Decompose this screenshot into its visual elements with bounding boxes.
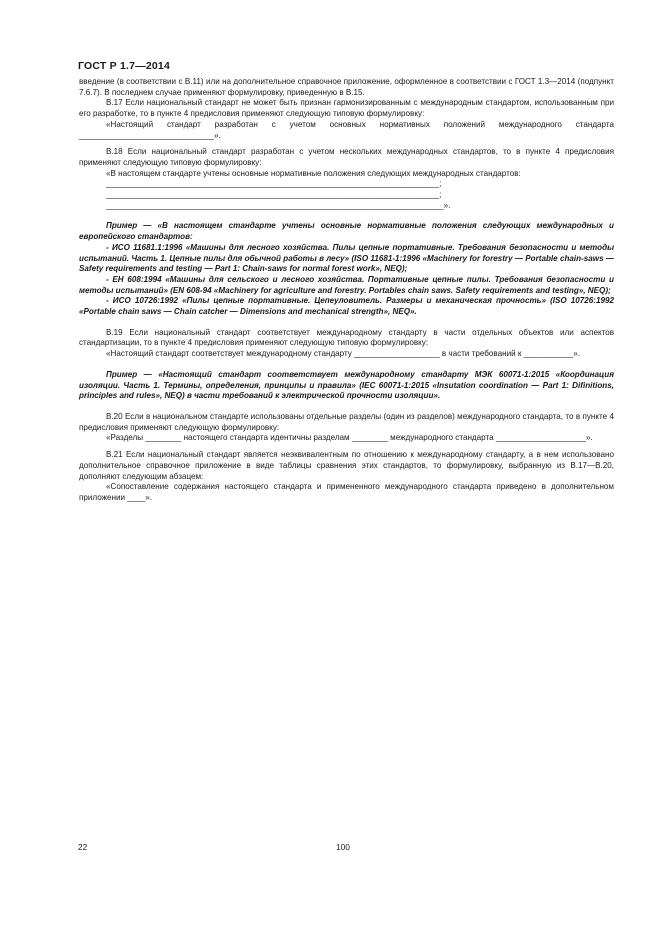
document-body bbox=[79, 77, 614, 504]
example-item: - ИСО 10726:1992 «Пилы цепные портативные. Цепеуловитель. Размеры и механическая прочность» (ISO 10726:1992 «Portable chain saws — Chain catcher — Dimensions and mechanical strength», NEQ». bbox=[79, 296, 614, 317]
example-b19: Пример — «Настоящий стандарт соответствует международному стандарту МЭК 60071-1:2015 «Координация изоляции. Часть 1. Термины, определения, принципы и правила» (IEC 60071-1:2015 «Insutation coordination — Part 1: Difinitions, principles and rules», NEQ) в части требований к электрической прочности изоляции». bbox=[79, 369, 614, 401]
page-number: 22 bbox=[78, 842, 88, 852]
example-item: - ИСО 11681.1:1996 «Машины для лесного хозяйства. Пилы цепные портативные. Требования безопасности и методы испытаний. Часть 1. Цепные пилы для обычной работы в лесу» (ISO 11681-1:1996 «Machinery for forestry — Portable chain-saws — Safety requirements and testing — Part 1: Chain-saws for normal forest work», NEQ); bbox=[79, 242, 614, 274]
template-b21: «Сопоставление содержания настоящего стандарта и примененного международного стандарта приведено в дополнительном приложении ____». bbox=[79, 482, 614, 502]
paragraph-b19: В.19 Если национальный стандарт соответствует международному стандарту в части отдельных объектов или аспектов стандартизации, то в пункте 4 предисловия применяют следующую типовую формулировку: bbox=[79, 327, 614, 348]
blank-line: __________________________________________________________________________; bbox=[106, 190, 442, 200]
template-b18: «В настоящем стандарте учтены основные нормативные положения следующих международных стандартов: bbox=[106, 168, 521, 178]
document-header: ГОСТ Р 1.7—2014 bbox=[78, 60, 171, 72]
blank-line: ___________________________________________________________________________». bbox=[106, 200, 451, 210]
paragraph-b18: В.18 Если национальный стандарт разработан с учетом нескольких международных стандартов, то в пункте 4 предисловия применяют следующую типовую формулировку: bbox=[79, 147, 614, 167]
template-b20: «Разделы ________ настоящего стандарта идентичны разделам ________ международного стандарта ____________________». bbox=[106, 433, 593, 443]
paragraph-b21: В.21 Если национальный стандарт является неэквивалентным по отношению к международному стандарту, а в нем использовано дополнительное справочное приложение в виде таблицы сравнения этих стандартов, то формулировку, выбранную из В.17—В.20, дополняют следующим абзацем: bbox=[79, 450, 614, 481]
page-number-center: 100 bbox=[336, 842, 350, 852]
template-b17: «Настоящий стандарт разработан с учетом основных нормативных положений международного стандарта ______________________________». bbox=[79, 119, 614, 140]
blank-line: __________________________________________________________________________; bbox=[106, 179, 442, 189]
paragraph-b20: В.20 Если в национальном стандарте использованы отдельные разделы (один из разделов) международного стандарта, то в пункте 4 предисловия применяют следующую формулировку: bbox=[79, 411, 614, 432]
template-b19: «Настоящий стандарт соответствует международному стандарту ___________________ в части требований к ___________». bbox=[106, 349, 580, 359]
paragraph: введение (в соответствии с В.11) или на дополнительное справочное приложение, оформленное в соответствии с ГОСТ 1.3—2014 (подпункт 7.6.7). В последнем случае применяют формулировку, приведенную в В.15. bbox=[79, 77, 614, 97]
paragraph-b17: В.17 Если национальный стандарт не может быть признан гармонизированным с международным стандартом, использованным при его разработке, то в пункте 4 предисловия применяют следующую типовую формулировку: bbox=[79, 98, 614, 119]
example-b18: Пример — «В настоящем стандарте учтены основные нормативные положения следующих международных и европейского стандартов: bbox=[79, 221, 614, 242]
example-item: - ЕН 608:1994 «Машины для сельского и лесного хозяйства. Портативные цепные пилы. Требования безопасности и методы испытаний» (EN 608-94 «Machinery for agriculture and forestry. Portables chain saws. Safety requirements and testing», NEQ); bbox=[79, 274, 614, 295]
